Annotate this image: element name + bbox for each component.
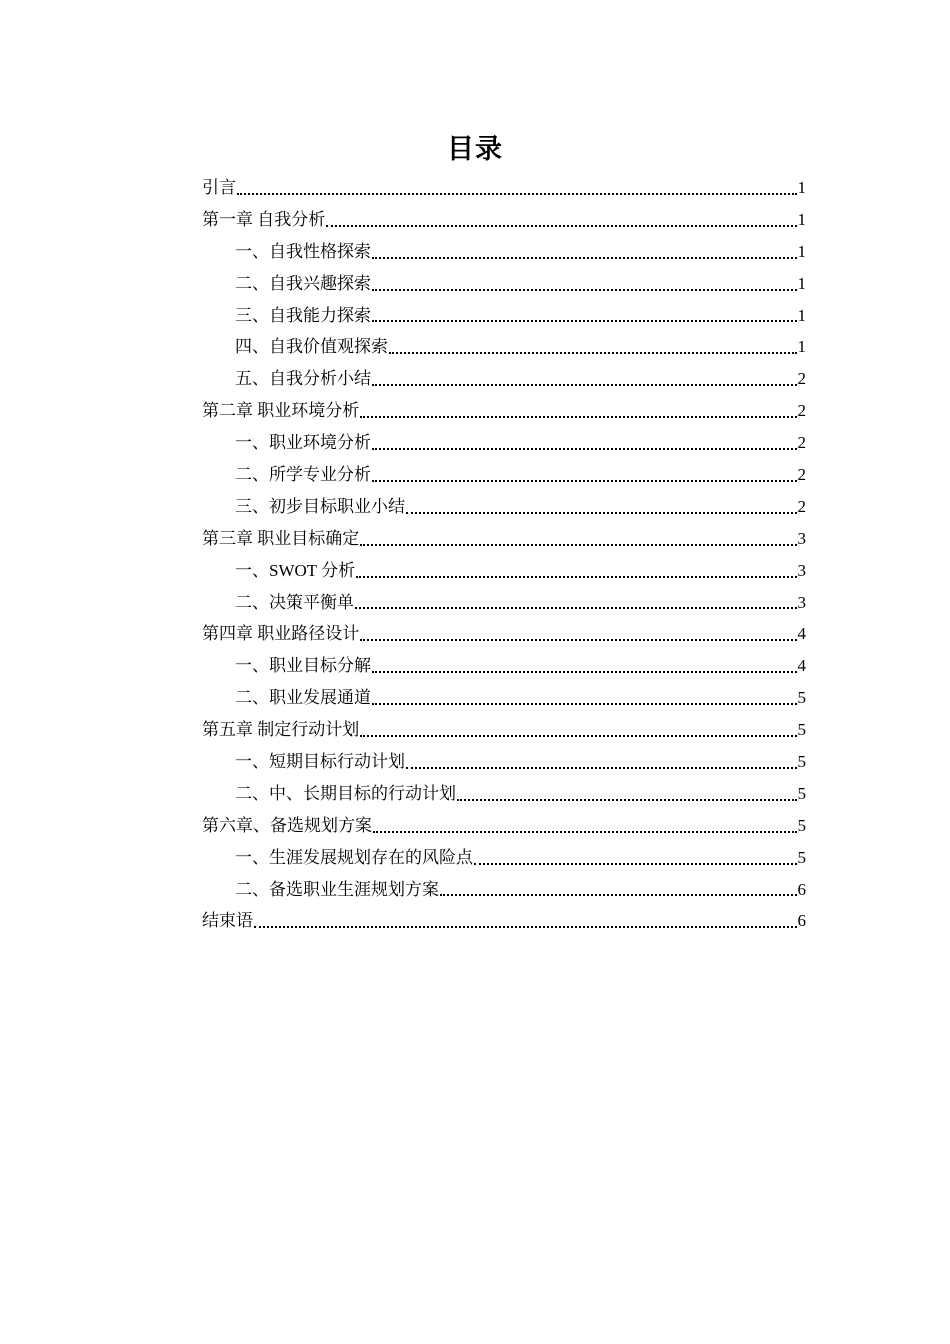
toc-entry-page-number: 2 [797,369,806,389]
toc-entry-page-number: 5 [797,815,806,835]
toc-entry-page-number: 6 [797,879,806,899]
toc-entry-title: 第六章、备选规划方案 [202,815,372,835]
toc-entry[interactable] [202,172,806,204]
dot-leader [360,415,796,418]
toc-entry-page-number: 5 [797,847,806,867]
toc-entry[interactable] [202,236,806,268]
dot-leader [372,447,797,450]
toc-entry[interactable] [202,268,806,300]
toc-entry-page-number: 4 [797,624,806,644]
dot-leader [372,479,797,482]
toc-entry-title: 一、生涯发展规划存在的风险点 [235,847,473,867]
toc-entry[interactable] [202,810,806,842]
toc-entry-title: 第五章 制定行动计划 [202,720,360,740]
dot-leader [372,702,797,705]
dot-leader [457,798,797,801]
toc-entry-title: 引言 [202,178,236,197]
dot-leader [237,192,797,195]
table-of-contents [202,172,806,937]
toc-title: 目录 [447,134,503,165]
toc-entry[interactable] [202,714,806,746]
dot-leader [372,288,797,291]
dot-leader [355,606,797,609]
toc-entry-page-number: 1 [797,241,806,261]
dot-leader [360,734,796,737]
toc-entry-title: 一、职业目标分解 [235,656,371,676]
toc-entry-title: 第四章 职业路径设计 [202,624,360,644]
toc-entry-page-number: 1 [797,178,806,197]
dot-leader [356,575,796,578]
toc-entry-title: 二、中、长期目标的行动计划 [235,783,456,803]
toc-entry[interactable] [202,491,806,523]
toc-entry[interactable] [202,650,806,682]
toc-entry-title: 结束语 [202,911,253,931]
toc-entry-page-number: 3 [797,592,806,612]
toc-entry-page-number: 1 [797,337,806,357]
toc-entry-page-number: 3 [797,528,806,548]
toc-entry-page-number: 3 [797,560,806,580]
toc-entry-page-number: 5 [797,688,806,708]
toc-entry-title: 第一章 自我分析 [202,209,326,229]
toc-entry-title: 二、自我兴趣探索 [235,273,371,293]
toc-entry-title: 一、职业环境分析 [235,433,371,453]
toc-entry-page-number: 2 [797,465,806,485]
dot-leader [372,256,797,259]
toc-entry-page-number: 4 [797,656,806,676]
toc-entry-page-number: 1 [797,209,806,229]
dot-leader [474,862,797,865]
toc-entry-page-number: 1 [797,273,806,293]
dot-leader [372,383,797,386]
dot-leader [326,224,796,227]
dot-leader [254,925,797,928]
toc-entry-title: 四、自我价值观探索 [235,337,388,357]
toc-entry-title: 三、初步目标职业小结 [235,496,405,516]
toc-entry[interactable] [202,842,806,874]
toc-entry[interactable] [202,682,806,714]
toc-entry-title: 二、所学专业分析 [235,465,371,485]
toc-entry[interactable] [202,746,806,778]
toc-entry-title: 一、自我性格探索 [235,241,371,261]
toc-entry[interactable] [202,331,806,363]
toc-entry-page-number: 2 [797,433,806,453]
toc-entry[interactable] [202,587,806,619]
dot-leader [360,543,796,546]
toc-entry-page-number: 5 [797,783,806,803]
toc-entry-title: 二、职业发展通道 [235,688,371,708]
toc-entry-title: 二、决策平衡单 [235,592,354,612]
toc-entry-title: 五、自我分析小结 [235,369,371,389]
toc-entry-title: 二、备选职业生涯规划方案 [235,879,439,899]
dot-leader [360,638,796,641]
dot-leader [406,511,797,514]
dot-leader [372,670,797,673]
dot-leader [406,766,797,769]
toc-entry-title: 三、自我能力探索 [235,305,371,325]
toc-entry-title: 第三章 职业目标确定 [202,528,360,548]
toc-entry-page-number: 5 [797,752,806,772]
toc-entry[interactable] [202,778,806,810]
toc-entry[interactable] [202,874,806,906]
toc-entry-page-number: 2 [797,496,806,516]
toc-entry-page-number: 5 [797,720,806,740]
dot-leader [373,830,797,833]
toc-entry-page-number: 6 [797,911,806,931]
toc-entry[interactable] [202,300,806,332]
toc-entry[interactable] [202,618,806,650]
toc-entry-page-number: 1 [797,305,806,325]
toc-entry[interactable] [202,459,806,491]
toc-entry[interactable] [202,427,806,459]
toc-entry-title: 一、短期目标行动计划 [235,752,405,772]
toc-entry-title: 一、SWOT 分析 [235,560,356,580]
toc-entry[interactable] [202,363,806,395]
toc-entry[interactable] [202,905,806,937]
toc-entry[interactable] [202,555,806,587]
toc-entry[interactable] [202,204,806,236]
toc-entry-page-number: 2 [797,401,806,421]
toc-entry[interactable] [202,395,806,427]
dot-leader [389,351,797,354]
dot-leader [372,319,797,322]
toc-entry[interactable] [202,523,806,555]
dot-leader [440,893,797,896]
toc-entry-title: 第二章 职业环境分析 [202,401,360,421]
